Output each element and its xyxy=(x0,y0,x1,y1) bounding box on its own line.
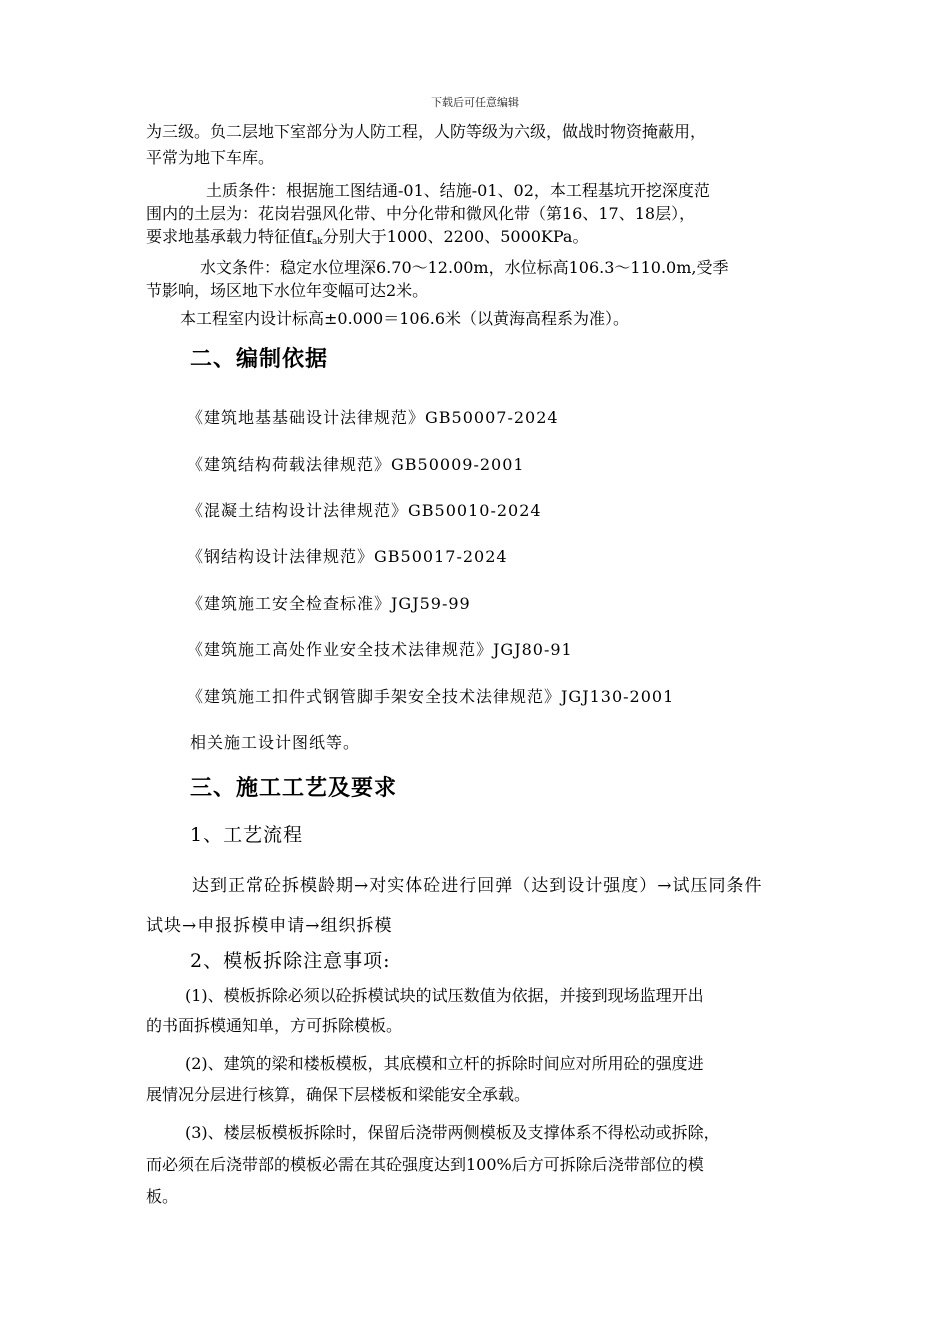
soil-line-3-subscript: ak xyxy=(311,237,323,247)
reference-item: 《钢结构设计法律规范》GB50017-2024 xyxy=(187,547,508,566)
note-2-line-1: (2)、建筑的梁和楼板模板，其底模和立杆的拆除时间应对所用砼的强度进 xyxy=(185,1054,704,1073)
page-header: 下载后可任意编辑 xyxy=(431,96,519,109)
reference-item: 《混凝土结构设计法律规范》GB50010-2024 xyxy=(187,501,542,520)
note-3-line-3: 板。 xyxy=(146,1187,179,1206)
section-2-title: 二、编制依据 xyxy=(190,347,329,372)
note-1-line-1: (1)、模板拆除必须以砼拆模试块的试压数值为依据，并接到现场监理开出 xyxy=(185,986,704,1005)
water-line-2: 节影响，场区地下水位年变幅可达2米。 xyxy=(146,281,429,300)
intro-line-2: 平常为地下车库。 xyxy=(146,148,275,167)
note-2-line-2: 展情况分层进行核算，确保下层楼板和梁能安全承载。 xyxy=(146,1085,531,1104)
section-3-title: 三、施工工艺及要求 xyxy=(190,776,398,801)
reference-item: 《建筑施工安全检查标准》JGJ59-99 xyxy=(187,594,471,613)
soil-line-1: 土质条件：根据施工图结通-01、结施-01、02，本工程基坑开挖深度范 xyxy=(206,181,710,200)
elevation-line: 本工程室内设计标高±0.000＝106.6米（以黄海高程系为准）。 xyxy=(180,309,630,328)
intro-line-1: 为三级。负二层地下室部分为人防工程，人防等级为六级，做战时物资掩蔽用， xyxy=(146,122,707,141)
process-flow-line-2: 试块→申报拆模申请→组织拆模 xyxy=(146,916,393,936)
note-3-line-1: (3)、楼层板模板拆除时，保留后浇带两侧模板及支撑体系不得松动或拆除， xyxy=(185,1123,720,1142)
reference-item: 《建筑结构荷载法律规范》GB50009-2001 xyxy=(187,455,525,474)
reference-item: 《建筑地基基础设计法律规范》GB50007-2024 xyxy=(187,408,559,427)
note-3-line-2: 而必须在后浇带部的模板必需在其砼强度达到100%后方可拆除后浇带部位的模 xyxy=(146,1155,704,1174)
reference-item: 《建筑施工高处作业安全技术法律规范》JGJ80-91 xyxy=(187,640,573,659)
soil-line-3 xyxy=(146,227,588,252)
reference-other: 相关施工设计图纸等。 xyxy=(190,733,361,752)
subsection-2-title: 2、模板拆除注意事项: xyxy=(190,950,391,972)
process-flow-line-1: 达到正常砼拆模龄期→对实体砼进行回弹（达到设计强度）→试压同条件 xyxy=(192,876,763,896)
subsection-1-title: 1、工艺流程 xyxy=(190,824,304,846)
reference-item: 《建筑施工扣件式钢管脚手架安全技术法律规范》JGJ130-2001 xyxy=(187,687,675,706)
water-line-1: 水文条件：稳定水位埋深6.70～12.00m，水位标高106.3～110.0m,受季 xyxy=(200,258,729,277)
note-1-line-2: 的书面拆模通知单，方可拆除模板。 xyxy=(146,1016,403,1035)
soil-line-3-part-a: 要求地基承载力特征值f xyxy=(146,227,312,246)
soil-line-3-part-b: 分别大于1000、2200、5000KPa。 xyxy=(322,227,589,246)
soil-line-2: 围内的土层为：花岗岩强风化带、中分化带和微风化带（第16、17、18层）， xyxy=(146,204,696,223)
